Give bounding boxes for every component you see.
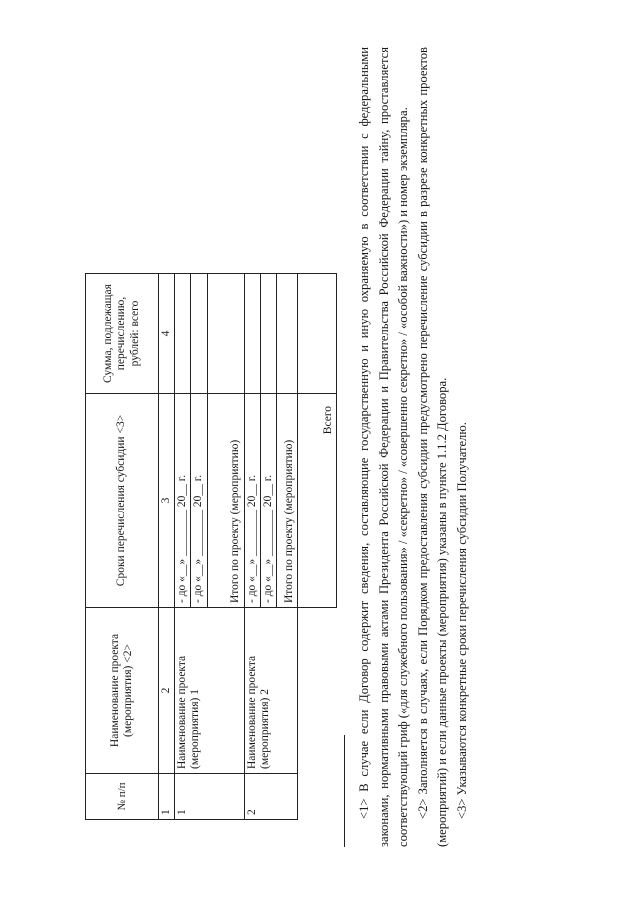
sum-cell: [260, 274, 276, 394]
sum-cell: [277, 274, 298, 394]
footnote-3: <3> Указываются конкретные сроки перечисления субсидии Получателю.: [454, 422, 469, 819]
subtotal-label: Итого по проекту (мероприятию): [277, 394, 298, 608]
project-num: 2: [244, 774, 297, 820]
sum-cell: [207, 274, 244, 394]
project-num: 1: [175, 774, 244, 820]
header-terms: Сроки перечисления субсидии <3>: [86, 394, 159, 608]
subtotal-label: Итого по проекту (мероприятию): [207, 394, 244, 608]
sum-cell: [191, 274, 207, 394]
term-line: - до «__» ________ 20__ г.: [175, 394, 191, 608]
col-number: 2: [159, 608, 175, 774]
table-row: [244, 274, 260, 820]
col-number: 1: [159, 774, 175, 820]
term-line: - до «__» ________ 20__ г.: [191, 394, 207, 608]
footnotes: [355, 47, 472, 847]
project-name: Наименование проекта (мероприятия) 2: [244, 608, 297, 774]
footnote-1: <1> В случае если Договор содержит сведения, составляющие государственную и иную охраняемую в соответствии с федеральными законами, нормативными правовыми актами Президента Российской Федерации и Правительства Российской Федерации тайну, проставляется соответствующий гриф («для служебного пользования» / «секретно» / «совершенно секретно» / «особой важности») и номер экземпляра.: [357, 47, 411, 847]
subsidy-schedule-table: [85, 273, 337, 820]
footnote-2: <2> Заполняется в случаях, если Порядком предоставления субсидии предусмотрено перечисление субсидии в разрезе конкретных проектов (мероприятий) и если данные проекты (мероприятия) указаны в пункте 1.1.2 Договора.: [415, 47, 450, 847]
header-name: Наименование проекта (мероприятия) <2>: [86, 608, 159, 774]
col-number: 4: [159, 274, 175, 394]
col-number: 3: [159, 394, 175, 608]
term-line: - до «__» ________ 20__ г.: [244, 394, 260, 608]
project-name: Наименование проекта (мероприятия) 1: [175, 608, 244, 774]
total-sum-cell: [298, 274, 337, 394]
header-num: № п/п: [86, 774, 159, 820]
column-numbers-row: [159, 274, 175, 820]
term-line: - до «__» ________ 20__ г.: [260, 394, 276, 608]
total-row: [298, 274, 337, 820]
sum-cell: [175, 274, 191, 394]
header-sum: Сумма, подлежащая перечислению, рублей: всего: [86, 274, 159, 394]
total-label: Всего: [298, 394, 337, 608]
table-row: [175, 274, 191, 820]
sum-cell: [244, 274, 260, 394]
footnote-separator: [344, 735, 345, 847]
table-header-row: [86, 274, 159, 820]
